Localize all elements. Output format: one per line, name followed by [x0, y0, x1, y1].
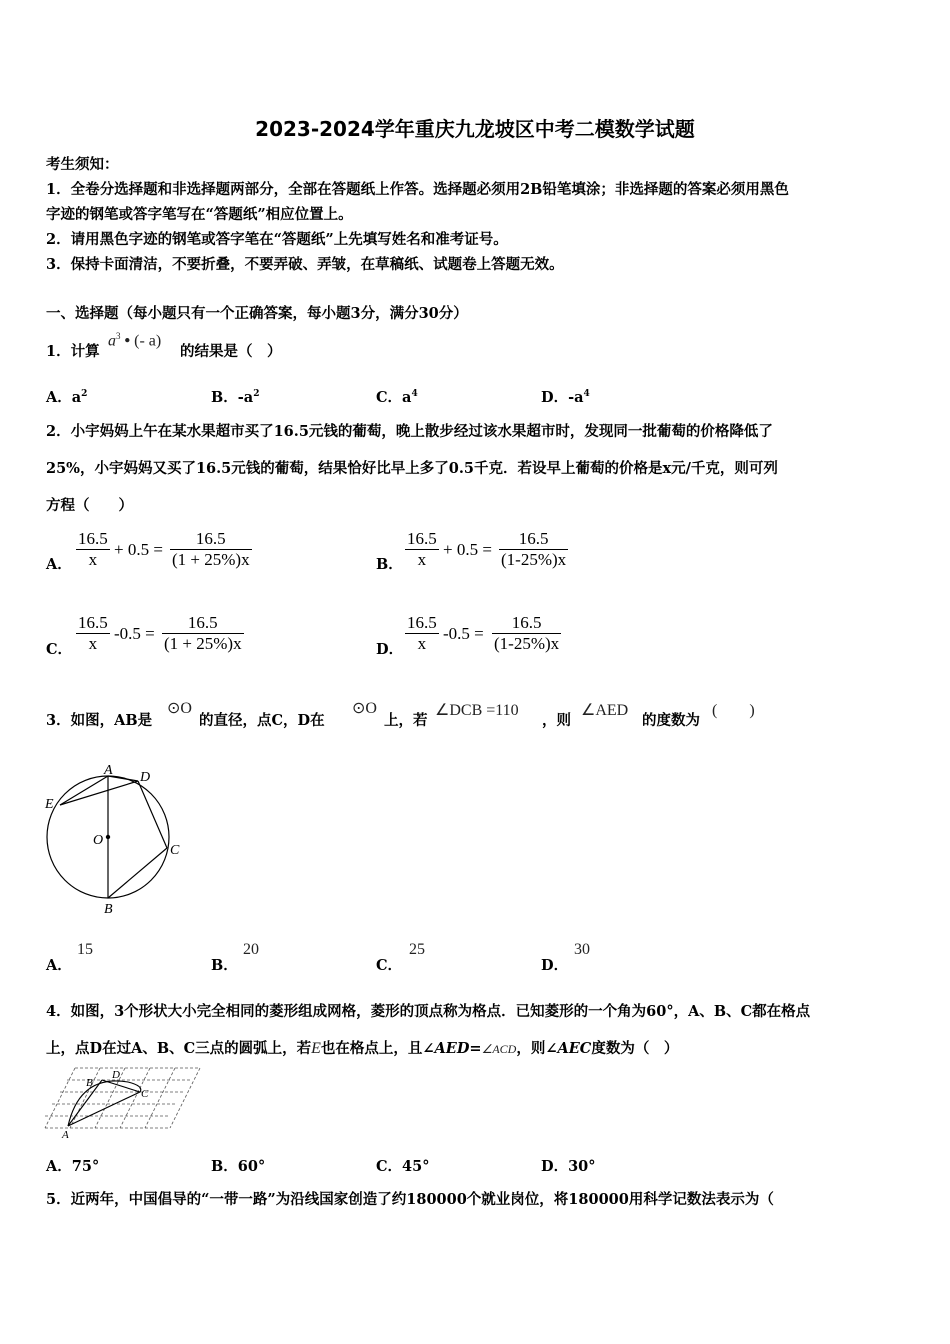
q4-angle-aed: ∠AED=: [422, 1040, 482, 1057]
q3-angle-dcb: ∠DCB =110: [435, 702, 519, 719]
q2-option-a-label[interactable]: A．: [46, 556, 72, 573]
segment-ab: [68, 1080, 102, 1126]
q4-option-a[interactable]: A．75°: [46, 1158, 100, 1175]
q2-option-d-label[interactable]: D．: [376, 641, 404, 658]
q3-option-c-value: 25: [409, 941, 425, 958]
q2-c-fraction-2: $\frac{16.5}{(1 + 25\%)x}$: [164, 613, 242, 653]
q1-expr-base: a: [108, 332, 116, 350]
q2-c-fraction-1: $\frac{16.5}{x}$: [78, 613, 108, 653]
q3-circle-figure: [40, 755, 200, 920]
label-o: O: [93, 833, 104, 848]
q2-b-operator: + 0.5 =: [443, 540, 492, 559]
q3-answer-paren: ( ): [712, 702, 755, 719]
q2-b-fraction-1: $\frac{16.5}{x}$: [407, 529, 437, 569]
q4-line-1: 4．如图，3个形状大小完全相同的菱形组成网格，菱形的顶点称为格点．已知菱形的一个角为60°，A、B、C都在格点: [46, 1003, 811, 1020]
q2-a-operator: + 0.5 =: [114, 540, 163, 559]
q2-b-fraction-2: $\frac{16.5}{(1-25\%)x}$: [501, 529, 567, 569]
notice-line-2: 2．请用黑色字迹的钢笔或答字笔在“答题纸”上先填写姓名和准考证号。: [46, 231, 508, 248]
q4-option-c[interactable]: C．45°: [376, 1158, 430, 1175]
q4-line-2: 上，点D在过A、B、C三点的圆弧上，若E也在格点上，且∠AED=∠ACD，则∠AEC度数为（ ）: [46, 1040, 679, 1057]
notice-line-3: 3．保持卡面清洁，不要折叠，不要弄破、弄皱，在草稿纸、试题卷上答题无效。: [46, 256, 564, 273]
q3-text-1: 3．如图，AB是: [46, 712, 153, 729]
q4-option-b[interactable]: B．60°: [211, 1158, 266, 1175]
q2-d-operator: -0.5 =: [443, 624, 484, 643]
q3-option-b-label[interactable]: B．: [211, 957, 238, 974]
q1-expression: [108, 331, 161, 350]
label-d: D: [140, 770, 151, 785]
q4-angle-acd: ∠ACD: [481, 1042, 517, 1056]
label-b: B: [86, 1077, 93, 1089]
q3-circle-o-2: ⊙O: [352, 700, 377, 717]
q2-a-fraction-2: $\frac{16.5}{(1 + 25\%)x}$: [172, 529, 250, 569]
segment-ed: [60, 781, 138, 805]
q1-suffix: 的结果是（ ）: [180, 343, 282, 360]
q3-text-5: 的度数为: [642, 712, 700, 729]
q2-c-operator: -0.5 =: [114, 624, 155, 643]
q1-option-c[interactable]: C．$a^4$: [376, 389, 418, 406]
q2-d-fraction-1: $\frac{16.5}{x}$: [407, 613, 437, 653]
q3-option-a-label[interactable]: A．: [46, 957, 72, 974]
arc-abc: [68, 1081, 141, 1126]
notice-line-1a: 1．全卷分选择题和非选择题两部分，全部在答题纸上作答。选择题必须用2B铅笔填涂；非选择题的答案必须用黑色: [46, 181, 789, 198]
q1-prefix: 1．计算: [46, 343, 100, 360]
q3-text-2: 的直径，点C，D在: [199, 712, 325, 729]
notice-heading: 考生须知：: [46, 156, 119, 173]
q2-d-fraction-2: $\frac{16.5}{(1-25\%)x}$: [494, 613, 560, 653]
q3-circle-o-1: ⊙O: [167, 700, 192, 717]
q5-line-1: 5．近两年，中国倡导的“一带一路”为沿线国家创造了约180000个就业岗位，将180000用科学记数法表示为（: [46, 1191, 774, 1208]
q4-angle-aec: ∠AEC: [545, 1040, 592, 1057]
label-c: C: [141, 1088, 149, 1100]
label-a: A: [62, 1129, 69, 1141]
notice-line-1b: 字迹的钢笔或答字笔写在“答题纸”相应位置上。: [46, 206, 353, 223]
q4-option-d[interactable]: D．30°: [541, 1158, 596, 1175]
label-c: C: [170, 843, 180, 858]
q3-option-b-value: 20: [243, 941, 259, 958]
q2-option-c-label[interactable]: C．: [46, 641, 73, 658]
q2-a-fraction-1: $\frac{16.5}{x}$: [78, 529, 108, 569]
q2-line-3: 方程（ ）: [46, 497, 133, 514]
label-b: B: [104, 902, 113, 917]
label-a: A: [104, 763, 113, 778]
q3-option-a-value: 15: [77, 941, 93, 958]
q4-rhombus-grid-figure: [40, 1062, 205, 1142]
q2-line-2: 25%，小宇妈妈又买了16.5元钱的葡萄，结果恰好比早上多了0.5千克．若设早上葡萄的价格是x元/千克，则可列: [46, 460, 778, 477]
label-e: E: [45, 797, 54, 812]
segment-dc: [138, 781, 167, 848]
q4-point-e: E: [311, 1040, 321, 1057]
section-heading: 一、选择题（每小题只有一个正确答案，每小题3分，满分30分）: [46, 305, 468, 322]
q1-expr-exp: 3: [116, 331, 121, 341]
q3-option-d-value: 30: [574, 941, 590, 958]
q1-expr-neg-a: (- a): [134, 332, 162, 350]
q3-angle-aed: ∠AED: [581, 702, 629, 719]
q1-option-a[interactable]: A．$a^2$: [46, 389, 88, 406]
q1-option-d[interactable]: D．$-a^4$: [541, 389, 590, 406]
q1-option-b[interactable]: B．$-a^2$: [211, 389, 260, 406]
page-title: 2023-2024学年重庆九龙坡区中考二模数学试题: [255, 117, 695, 141]
center-point: [106, 835, 110, 839]
q2-option-b-label[interactable]: B．: [376, 556, 403, 573]
q3-text-3: 上，若: [384, 712, 428, 729]
label-d: D: [112, 1069, 120, 1081]
q3-option-d-label[interactable]: D．: [541, 957, 569, 974]
q3-text-4: ，则: [542, 712, 571, 729]
q2-line-1: 2．小宇妈妈上午在某水果超市买了16.5元钱的葡萄，晚上散步经过该水果超市时，发现同一批葡萄的价格降低了: [46, 423, 773, 440]
q3-option-c-label[interactable]: C．: [376, 957, 403, 974]
segment-bc: [102, 1080, 140, 1092]
q1-expr-dot: •: [124, 332, 131, 350]
